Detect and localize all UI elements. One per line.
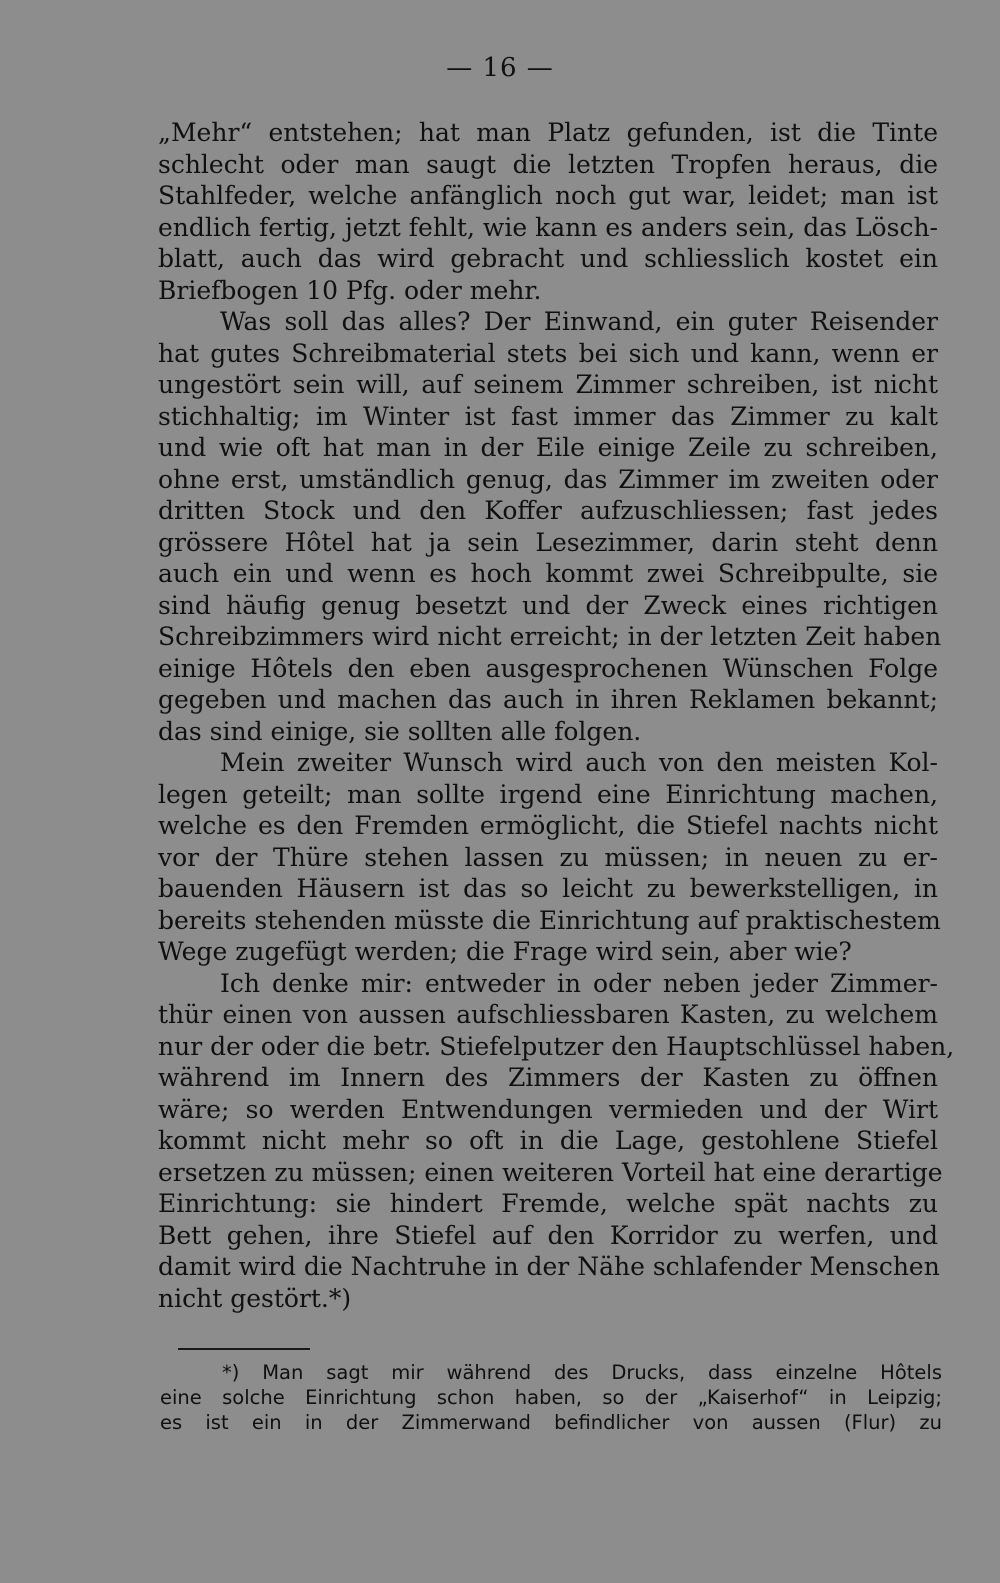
- text-line: Schreibzimmers wird nicht erreicht; in der letzten Zeit haben: [158, 622, 942, 651]
- text-line: Wege zugefügt werden; die Frage wird sein, aber wie?: [158, 937, 852, 966]
- text-line: auch ein und wenn es hoch kommt zwei Schreibpulte, sie: [158, 559, 938, 588]
- footnote-line: es ist ein in der Zimmerwand befindlicher von aussen (Flur) zu: [160, 1411, 942, 1434]
- text-line: gegeben und machen das auch in ihren Reklamen bekannt;: [158, 685, 938, 714]
- footnote: [160, 1360, 942, 1435]
- text-line: „Mehr“ entstehen; hat man Platz gefunden, ist die Tinte: [158, 118, 938, 147]
- text-line: ohne erst, umständlich genug, das Zimmer im zweiten oder: [158, 464, 938, 494]
- text-line: bereits stehenden müsste die Einrichtung auf praktischestem: [158, 905, 941, 935]
- text-line: Was soll das alles? Der Einwand, ein guter Reisender: [220, 307, 938, 336]
- text-line: nicht gestört.*): [158, 1283, 352, 1313]
- text-line: bauenden Häusern ist das so leicht zu bewerkstelligen, in: [158, 874, 938, 903]
- text-line: Stahlfeder, welche anfänglich noch gut war, leidet; man ist: [158, 181, 938, 210]
- text-line: endlich fertig, jetzt fehlt, wie kann es anders sein, das Lösch-: [158, 212, 938, 242]
- text-line: ersetzen zu müssen; einen weiteren Vorteil hat eine derartige: [158, 1157, 943, 1187]
- footnote-line: *) Man sagt mir während des Drucks, dass einzelne Hôtels: [222, 1361, 942, 1384]
- page-number: — 16 —: [446, 53, 554, 83]
- text-line: Mein zweiter Wunsch wird auch von den meisten Kol-: [220, 748, 938, 777]
- text-line: damit wird die Nachtruhe in der Nähe schlafender Menschen: [158, 1252, 940, 1281]
- text-line: nur der oder die betr. Stiefelputzer den Hauptschlüssel haben,: [158, 1031, 955, 1061]
- text-line: das sind einige, sie sollten alle folgen.: [158, 716, 642, 746]
- text-line: stichhaltig; im Winter ist fast immer das Zimmer zu kalt: [158, 401, 938, 431]
- text-line: dritten Stock und den Koffer aufzuschliessen; fast jedes: [158, 496, 938, 525]
- text-line: Ich denke mir: entweder in oder neben jeder Zimmer-: [220, 968, 938, 998]
- text-line: legen geteilt; man sollte irgend eine Einrichtung machen,: [158, 779, 938, 809]
- text-line: Bett gehen, ihre Stiefel auf den Korridor zu werfen, und: [158, 1220, 938, 1250]
- text-line: während im Innern des Zimmers der Kasten zu öffnen: [158, 1063, 938, 1092]
- footnote-rule: [178, 1348, 310, 1350]
- text-line: einige Hôtels den eben ausgesprochenen Wünschen Folge: [158, 653, 938, 683]
- text-line: blatt, auch das wird gebracht und schliesslich kostet ein: [158, 244, 938, 273]
- text-line: schlecht oder man saugt die letzten Tropfen heraus, die: [158, 149, 938, 179]
- text-line: wäre; so werden Entwendungen vermieden und der Wirt: [158, 1094, 938, 1124]
- text-line: hat gutes Schreibmaterial stets bei sich und kann, wenn er: [158, 338, 938, 368]
- text-line: kommt nicht mehr so oft in die Lage, gestohlene Stiefel: [158, 1126, 938, 1155]
- text-line: sind häufig genug besetzt und der Zweck eines richtigen: [158, 590, 938, 620]
- text-line: Einrichtung: sie hindert Fremde, welche spät nachts zu: [158, 1189, 938, 1218]
- text-line: Briefbogen 10 Pfg. oder mehr.: [158, 275, 542, 305]
- text-line: thür einen von aussen aufschliessbaren Kasten, zu welchem: [158, 1000, 938, 1029]
- text-line: und wie oft hat man in der Eile einige Zeile zu schreiben,: [158, 433, 938, 462]
- text-line: grössere Hôtel hat ja sein Lesezimmer, darin steht denn: [158, 527, 938, 557]
- body-text: [158, 117, 955, 1314]
- text-line: vor der Thüre stehen lassen zu müssen; in neuen zu er-: [158, 842, 938, 872]
- text-line: ungestört sein will, auf seinem Zimmer schreiben, ist nicht: [158, 370, 938, 399]
- text-line: welche es den Fremden ermöglicht, die Stiefel nachts nicht: [158, 811, 938, 840]
- footnote-line: eine solche Einrichtung schon haben, so der „Kaiserhof“ in Leipzig;: [160, 1386, 942, 1409]
